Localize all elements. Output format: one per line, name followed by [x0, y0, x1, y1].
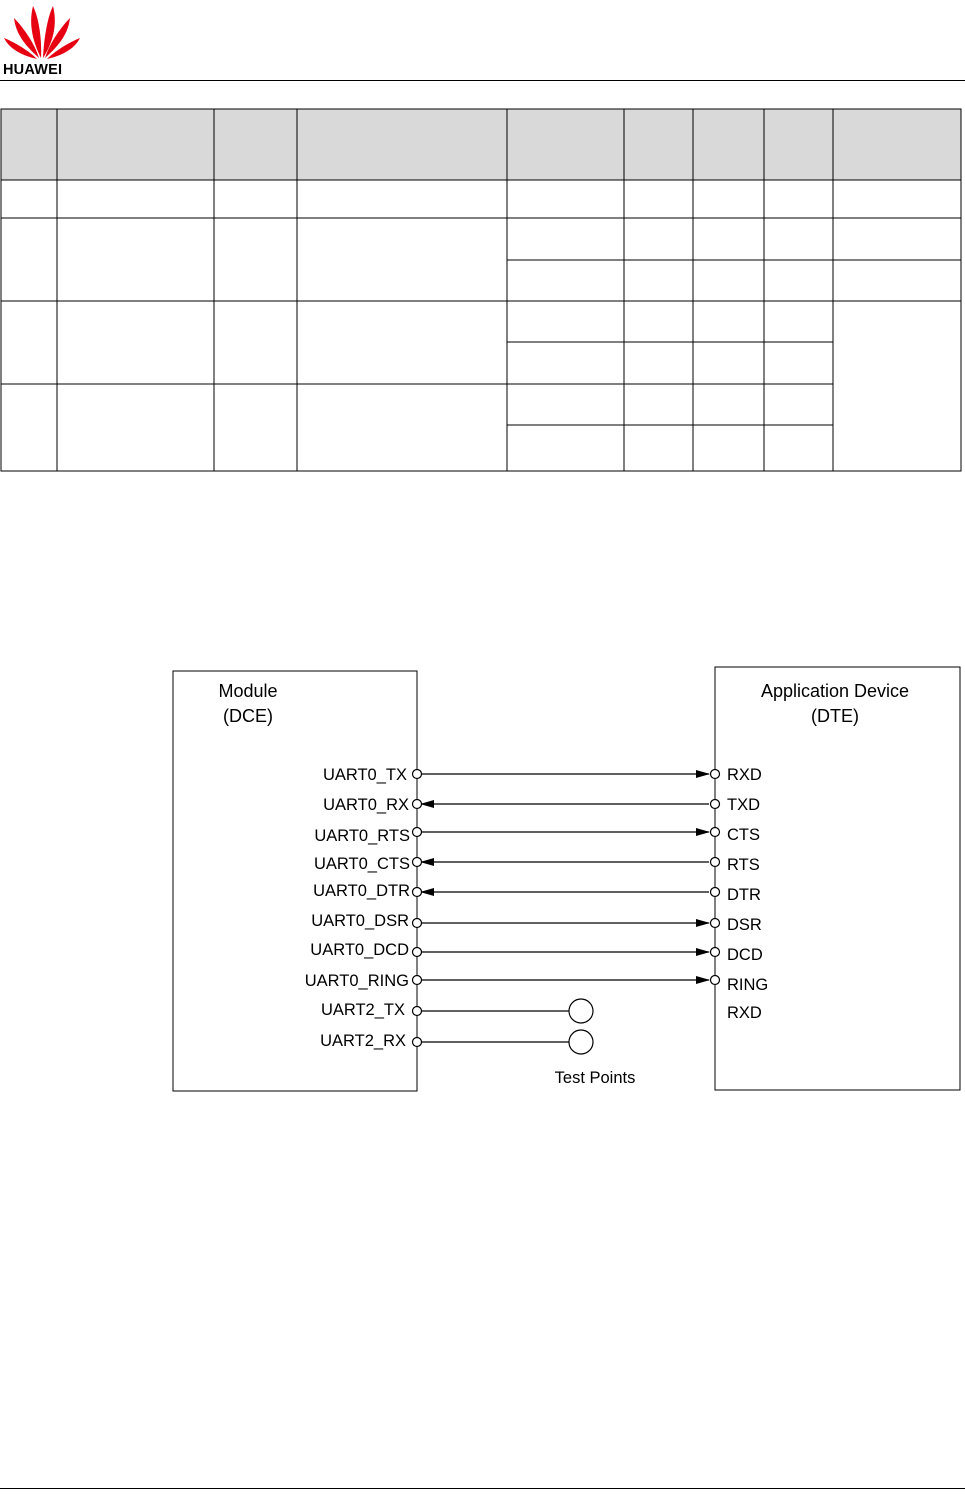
module-pin-label: UART0_RING [304, 972, 409, 990]
header-divider [0, 80, 965, 81]
module-pin-label: UART0_RTS [314, 827, 410, 845]
device-pin-label: DSR [727, 916, 762, 934]
test-point-circle [569, 999, 593, 1023]
device-pin-circle [711, 976, 720, 985]
device-pin-label: CTS [727, 826, 760, 844]
device-pin-label: RXD [727, 766, 762, 784]
test-point-circle [569, 1030, 593, 1054]
device-pin-label: DTR [727, 886, 761, 904]
module-pin-label: UART0_CTS [314, 855, 410, 873]
module-pin-circle [413, 770, 422, 779]
module-pin-circle [413, 858, 422, 867]
huawei-flower-logo-icon [0, 0, 90, 62]
uart-connection-diagram [0, 660, 965, 1100]
module-pin-label: UART0_DSR [311, 912, 409, 930]
device-pin-label: RTS [727, 856, 760, 874]
module-pin-circle [413, 1038, 422, 1047]
device-pin-circle [711, 858, 720, 867]
module-pin-label: UART2_TX [320, 1001, 405, 1019]
device-pin-label: RING [727, 976, 769, 994]
module-pin-circle [413, 1007, 422, 1016]
module-pin-label: UART0_RX [323, 796, 409, 814]
brand-name: HUAWEI [3, 62, 63, 78]
module-pin-label: UART0_DTR [313, 882, 410, 900]
table-header-row [1, 109, 961, 180]
device-pin-circle [711, 800, 720, 809]
module-pin-label: UART2_RX [320, 1032, 406, 1050]
device-pin-circle [711, 948, 720, 957]
module-title: Module [218, 681, 278, 701]
module-pin-circle [413, 828, 422, 837]
device-pin-circle [711, 770, 720, 779]
device-title: Application Device [760, 681, 910, 701]
device-pin-circle [711, 888, 720, 897]
footer-divider [0, 1488, 965, 1489]
device-pin-label: TXD [727, 796, 760, 814]
test-points-label: Test Points [554, 1069, 636, 1087]
huawei-logo [0, 0, 90, 80]
module-subtitle: (DCE) [223, 706, 273, 726]
module-pin-circle [413, 976, 422, 985]
module-pin-label: UART0_TX [322, 766, 407, 784]
device-subtitle: (DTE) [811, 706, 859, 726]
module-pin-circle [413, 800, 422, 809]
device-pin-label: DCD [727, 946, 763, 964]
module-box [173, 671, 417, 1091]
module-pin-circle [413, 888, 422, 897]
device-pin-circle [711, 828, 720, 837]
device-pin-circle [711, 919, 720, 928]
device-pin-label: RXD [727, 1004, 762, 1022]
module-pin-circle [413, 948, 422, 957]
device-box [715, 667, 960, 1090]
module-pin-circle [413, 919, 422, 928]
module-pin-label: UART0_DCD [310, 941, 409, 959]
pin-definition-table [0, 108, 962, 472]
